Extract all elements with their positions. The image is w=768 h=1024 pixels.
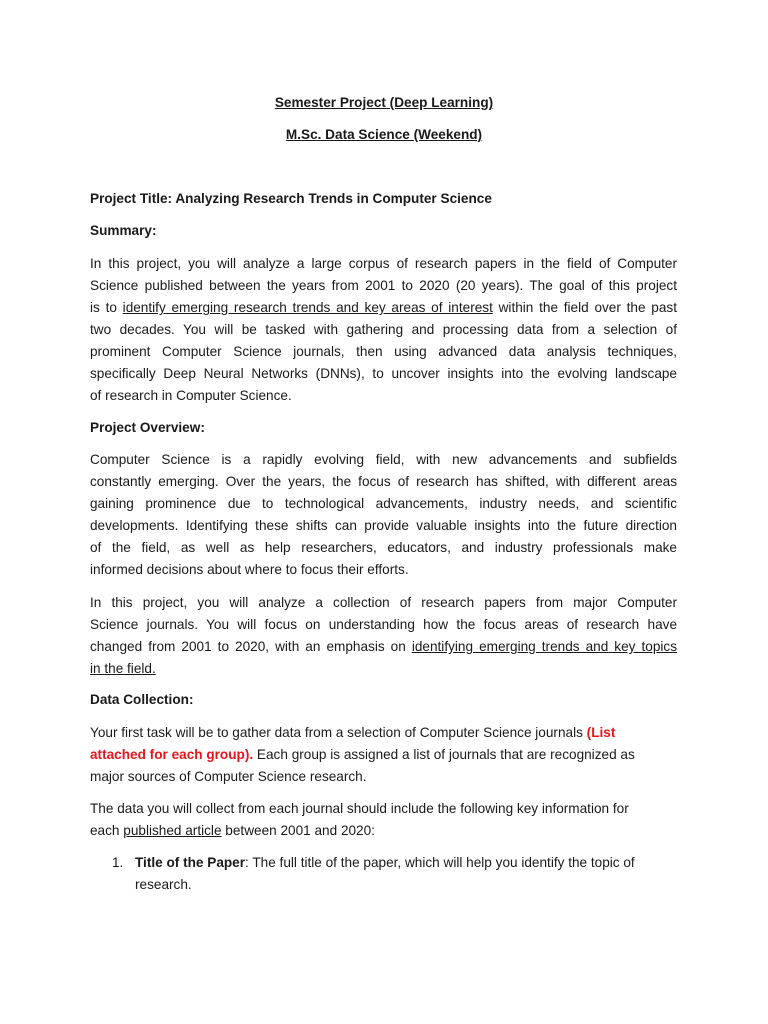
paragraph-line xyxy=(90,256,677,272)
paragraph-line xyxy=(90,823,677,839)
text-span: developments. Identifying these shifts can provide valuable insights into the future direction xyxy=(90,518,677,533)
text-span: specifically Deep Neural Networks (DNNs), to uncover insights into the evolving landscape xyxy=(90,366,677,381)
text-span: Each group is assigned a list of journals that are recognized as xyxy=(253,747,635,762)
text-span: Your first task will be to gather data from a selection of Computer Science journals xyxy=(90,725,587,740)
list-text-continuation: research. xyxy=(135,877,192,892)
text-span: within the field over the past xyxy=(492,300,677,315)
text-span: changed from 2001 to 2020, with an emphasis on xyxy=(90,639,412,654)
text-span: constantly emerging. Over the years, the focus of research has shifted, with different areas xyxy=(90,474,677,489)
underlined-text: identifying emerging trends and key topics xyxy=(411,639,677,654)
paragraph-line xyxy=(90,322,677,338)
paragraph-line xyxy=(90,801,677,817)
paragraph-line xyxy=(90,617,677,633)
list-text: : The full title of the paper, which will help you identify the topic of xyxy=(245,855,635,870)
paragraph-line xyxy=(90,300,677,316)
text-span: In this project, you will analyze a large corpus of research papers in the field of Computer xyxy=(90,256,677,271)
paragraph-line xyxy=(90,496,677,512)
list-number: 1. xyxy=(112,855,124,870)
paragraph-line xyxy=(90,366,677,382)
text-span: The data you will collect from each journal should include the following key information for xyxy=(90,801,629,816)
text-span: of the field, as well as help researchers, educators, and industry professionals make xyxy=(90,540,677,555)
text-span: two decades. You will be tasked with gathering and processing data from a selection of xyxy=(90,322,677,337)
paragraph-line xyxy=(90,474,677,490)
text-span: Computer Science is a rapidly evolving field, with new advancements and subfields xyxy=(90,452,677,467)
highlighted-text: (List xyxy=(586,725,616,740)
document-title: Semester Project (Deep Learning) xyxy=(274,95,494,110)
project-title: Project Title: Analyzing Research Trends in Computer Science xyxy=(90,191,492,206)
data-collection-heading: Data Collection: xyxy=(90,692,194,707)
text-span: each xyxy=(90,823,124,838)
document-subtitle: M.Sc. Data Science (Weekend) xyxy=(285,127,483,142)
paragraph-line xyxy=(90,661,677,677)
text-span: Science published between the years from 2001 to 2020 (20 years). The goal of this project xyxy=(90,278,677,293)
paragraph-line xyxy=(90,769,677,785)
paragraph-line xyxy=(90,518,677,534)
paragraph-line xyxy=(90,747,677,763)
paragraph-line xyxy=(90,595,677,611)
paragraph-line xyxy=(90,344,677,360)
list-term: Title of the Paper xyxy=(135,855,246,870)
paragraph-line xyxy=(90,278,677,294)
paragraph-line xyxy=(90,562,677,578)
text-span: Science journals. You will focus on understanding how the focus areas of research have xyxy=(90,617,677,632)
underlined-text: identify emerging research trends and key areas of interest xyxy=(122,300,493,315)
paragraph-line xyxy=(90,639,677,655)
text-span: prominent Computer Science journals, then using advanced data analysis techniques, xyxy=(90,344,677,359)
paragraph-line xyxy=(90,540,677,556)
text-span: informed decisions about where to focus their efforts. xyxy=(90,562,409,577)
text-span: of research in Computer Science. xyxy=(90,388,292,403)
text-span: between 2001 and 2020: xyxy=(221,823,375,838)
paragraph-line xyxy=(90,725,677,741)
text-span: gaining prominence due to technological advancements, industry needs, and scientific xyxy=(90,496,677,511)
highlighted-text: attached for each group). xyxy=(90,747,254,762)
paragraph-line xyxy=(90,388,677,404)
underlined-text: published article xyxy=(123,823,222,838)
text-span: In this project, you will analyze a collection of research papers from major Computer xyxy=(90,595,677,610)
text-span: is to xyxy=(90,300,123,315)
text-span: major sources of Computer Science research. xyxy=(90,769,367,784)
underlined-text: in the field. xyxy=(90,661,156,676)
summary-heading: Summary: xyxy=(90,223,157,238)
overview-heading: Project Overview: xyxy=(90,420,205,435)
paragraph-line xyxy=(90,452,677,468)
